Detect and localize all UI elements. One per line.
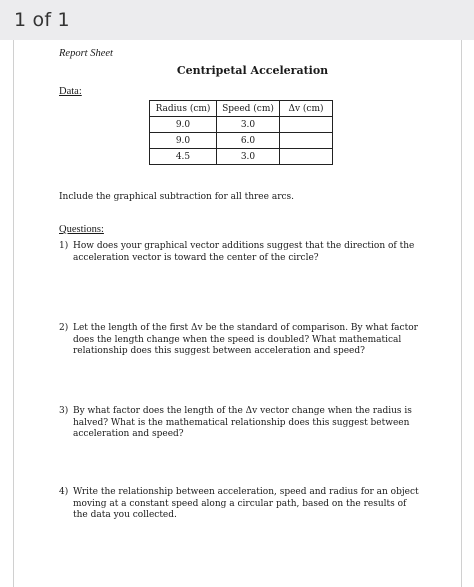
- question-1: [59, 241, 419, 264]
- question-text: Let the length of the first Δv be the standard of comparison. By what factor does the length change when the speed is doubled? What mathematical relationship does this suggest between acceleration and speed?: [73, 323, 418, 356]
- cell-speed: 6.0: [217, 133, 280, 149]
- table-row: [150, 117, 333, 133]
- question-2: [59, 323, 419, 358]
- question-text: How does your graphical vector additions suggest that the direction of the acceleration vector is toward the center of the circle?: [73, 241, 415, 263]
- report-sheet-label: Report Sheet: [59, 48, 113, 59]
- question-3: [59, 406, 419, 441]
- page-count-indicator: 1 of 1: [14, 9, 70, 31]
- cell-radius: 9.0: [150, 133, 217, 149]
- header-speed: Speed (cm): [217, 101, 280, 117]
- header-radius: Radius (cm): [150, 101, 217, 117]
- cell-delta-v: [280, 117, 333, 133]
- cell-radius: 4.5: [150, 149, 217, 165]
- document-page: [14, 40, 461, 587]
- table-row: [150, 133, 333, 149]
- cell-delta-v: [280, 149, 333, 165]
- cell-speed: 3.0: [217, 149, 280, 165]
- table-row: [150, 149, 333, 165]
- document-title: Centripetal Acceleration: [176, 64, 329, 77]
- question-4: [59, 487, 419, 522]
- viewer-toolbar: [0, 0, 474, 40]
- cell-delta-v: [280, 133, 333, 149]
- question-number: 3): [59, 406, 69, 416]
- questions-heading: Questions:: [59, 224, 104, 235]
- cell-speed: 3.0: [217, 117, 280, 133]
- graphical-subtraction-instruction: Include the graphical subtraction for all three arcs.: [59, 192, 295, 202]
- question-number: 1): [59, 241, 69, 251]
- header-delta-v: Δv (cm): [280, 101, 333, 117]
- question-text: By what factor does the length of the Δv vector change when the radius is halved? What is the mathematical relationship does this suggest between acceleration and speed?: [73, 406, 412, 439]
- page-right-border: [461, 40, 462, 587]
- table-header-row: [150, 101, 333, 117]
- question-number: 2): [59, 323, 69, 333]
- data-table: [149, 100, 333, 165]
- data-heading: Data:: [59, 86, 82, 97]
- question-text: Write the relationship between acceleration, speed and radius for an object moving at a constant speed along a circular path, based on the results of the data you collected.: [73, 487, 419, 520]
- cell-radius: 9.0: [150, 117, 217, 133]
- question-number: 4): [59, 487, 69, 497]
